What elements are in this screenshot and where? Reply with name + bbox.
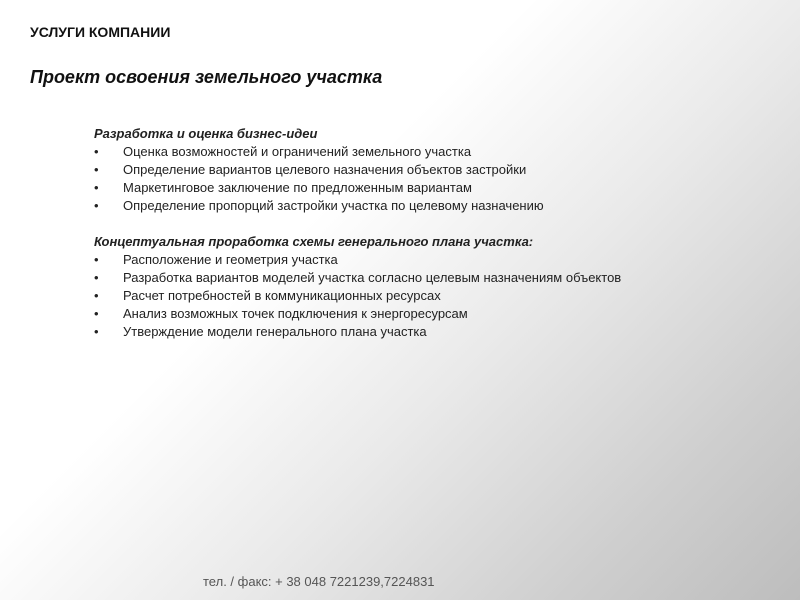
list-item: • Маркетинговое заключение по предложенным вариантам bbox=[94, 179, 710, 197]
content bbox=[94, 125, 710, 341]
list-item: • Разработка вариантов моделей участка согласно целевым назначениям объектов bbox=[94, 269, 710, 287]
section-heading: Концептуальная проработка схемы генерального плана участка: bbox=[94, 234, 534, 249]
list-item: • Расчет потребностей в коммуникационных ресурсах bbox=[94, 287, 710, 305]
list-item: • Определение вариантов целевого назначения объектов застройки bbox=[94, 161, 710, 179]
section-master-plan bbox=[94, 233, 710, 341]
section-heading: Разработка и оценка бизнес-идеи bbox=[94, 126, 318, 141]
footer-contact: тел. / факс: + 38 048 7221239,7224831 bbox=[203, 574, 435, 589]
page-title: Проект освоения земельного участка bbox=[30, 67, 383, 87]
section-business-idea bbox=[94, 125, 710, 215]
section-label: УСЛУГИ КОМПАНИИ bbox=[30, 24, 171, 40]
list-item: • Определение пропорций застройки участка по целевому назначению bbox=[94, 197, 710, 215]
bullet-list bbox=[94, 143, 710, 215]
list-item: • Оценка возможностей и ограничений земельного участка bbox=[94, 143, 710, 161]
list-item: • Расположение и геометрия участка bbox=[94, 251, 710, 269]
list-item: • Утверждение модели генерального плана участка bbox=[94, 323, 710, 341]
list-item: • Анализ возможных точек подключения к энергоресурсам bbox=[94, 305, 710, 323]
bullet-list bbox=[94, 251, 710, 341]
